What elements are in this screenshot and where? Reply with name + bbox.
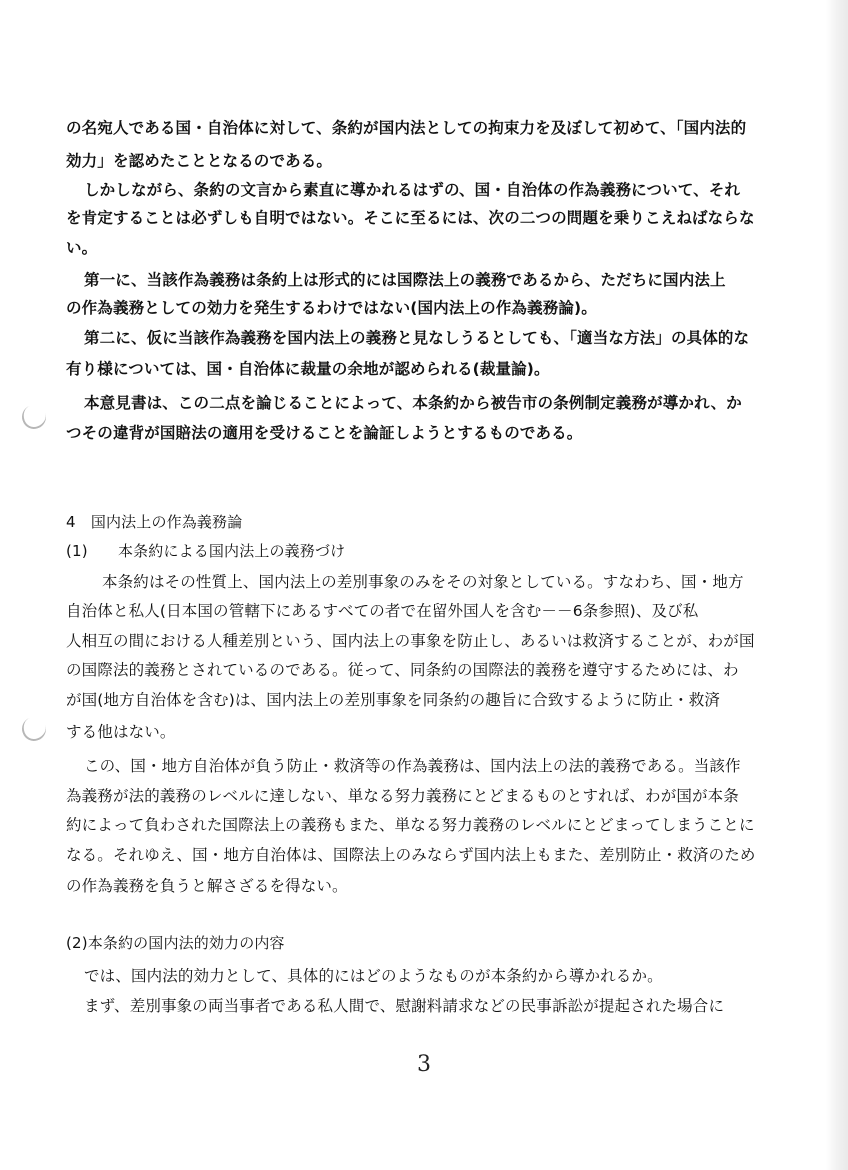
paragraph-line: 本条約はその性質上、国内法上の差別事象のみをその対象としている。すなわち、国・地方: [102, 573, 744, 591]
paragraph-line: 有り様については、国・自治体に裁量の余地が認められる(裁量論)。: [66, 360, 550, 378]
paragraph-line: 人相互の間における人種差別という、国内法上の事象を防止し、あるいは救済することが、わが国: [66, 632, 755, 650]
paragraph-line: 効力」を認めたこととなるのである。: [66, 152, 333, 170]
paragraph-line: の作為義務としての効力を発生するわけではない(国内法上の作為義務論)。: [66, 299, 597, 317]
paragraph-line: 為義務が法的義務のレベルに達しない、単なる努力義務にとどまるものとすれば、わが国が本条: [66, 787, 739, 805]
page-number: 3: [417, 1052, 431, 1077]
paper-edge-shadow: [826, 0, 848, 1170]
paragraph-line: する他はない。: [66, 723, 176, 741]
subsection-heading: (1) 本条約による国内法上の義務づけ: [66, 542, 346, 560]
paragraph-line: の国際法的義務とされているのである。従って、同条約の国際法的義務を遵守するためには、わ: [66, 661, 739, 679]
paragraph-line: を肯定することは必ずしも自明ではない。そこに至るには、次の二つの問題を乗りこえねばならな: [66, 209, 755, 227]
binder-hole-mark: [19, 402, 50, 433]
paragraph-line: が国(地方自治体を含む)は、国内法上の差別事象を同条約の趣旨に合致するように防止・救済: [66, 691, 721, 709]
paragraph-line: なる。それゆえ、国・地方自治体は、国際法上のみならず国内法上もまた、差別防止・救済のため: [66, 846, 756, 864]
subsection-heading: (2)本条約の国内法的効力の内容: [66, 934, 285, 952]
paragraph-line: の名宛人である国・自治体に対して、条約が国内法としての拘束力を及ぼして初めて、「国内法的: [66, 119, 747, 137]
paragraph-line: 第二に、仮に当該作為義務を国内法上の義務と見なしうるとしても、「適当な方法」の具体的な: [84, 329, 750, 347]
paragraph-line: い。: [66, 239, 98, 257]
paragraph-line: 自治体と私人(日本国の管轄下にあるすべての者で在留外国人を含む－－6条参照)、及び私: [66, 602, 699, 620]
paragraph-line: の作為義務を負うと解さざるを得ない。: [66, 877, 348, 895]
paragraph-line: つその違背が国賠法の適用を受けることを論証しようとするものである。: [66, 424, 583, 442]
paragraph-line: しかしながら、条約の文言から素直に導かれるはずの、国・自治体の作為義務について、それ: [84, 181, 741, 199]
paragraph-line: では、国内法的効力として、具体的にはどのようなものが本条約から導かれるか。: [84, 967, 663, 985]
paragraph-line: 第一に、当該作為義務は条約上は形式的には国際法上の義務であるから、ただちに国内法上: [84, 271, 726, 289]
paragraph-line: 本意見書は、この二点を論じることによって、本条約から被告市の条例制定義務が導かれ、か: [84, 394, 742, 412]
paragraph-line: この、国・地方自治体が負う防止・救済等の作為義務は、国内法上の法的義務である。当該作: [84, 757, 741, 775]
paragraph-line: まず、差別事象の両当事者である私人間で、慰謝料請求などの民事訴訟が提起された場合に: [84, 997, 725, 1015]
paragraph-line: 約によって負わされた国際法上の義務もまた、単なる努力義務のレベルにとどまってしまうことに: [66, 816, 755, 834]
binder-hole-mark: [19, 714, 50, 745]
section-heading: 4 国内法上の作為義務論: [66, 513, 243, 531]
